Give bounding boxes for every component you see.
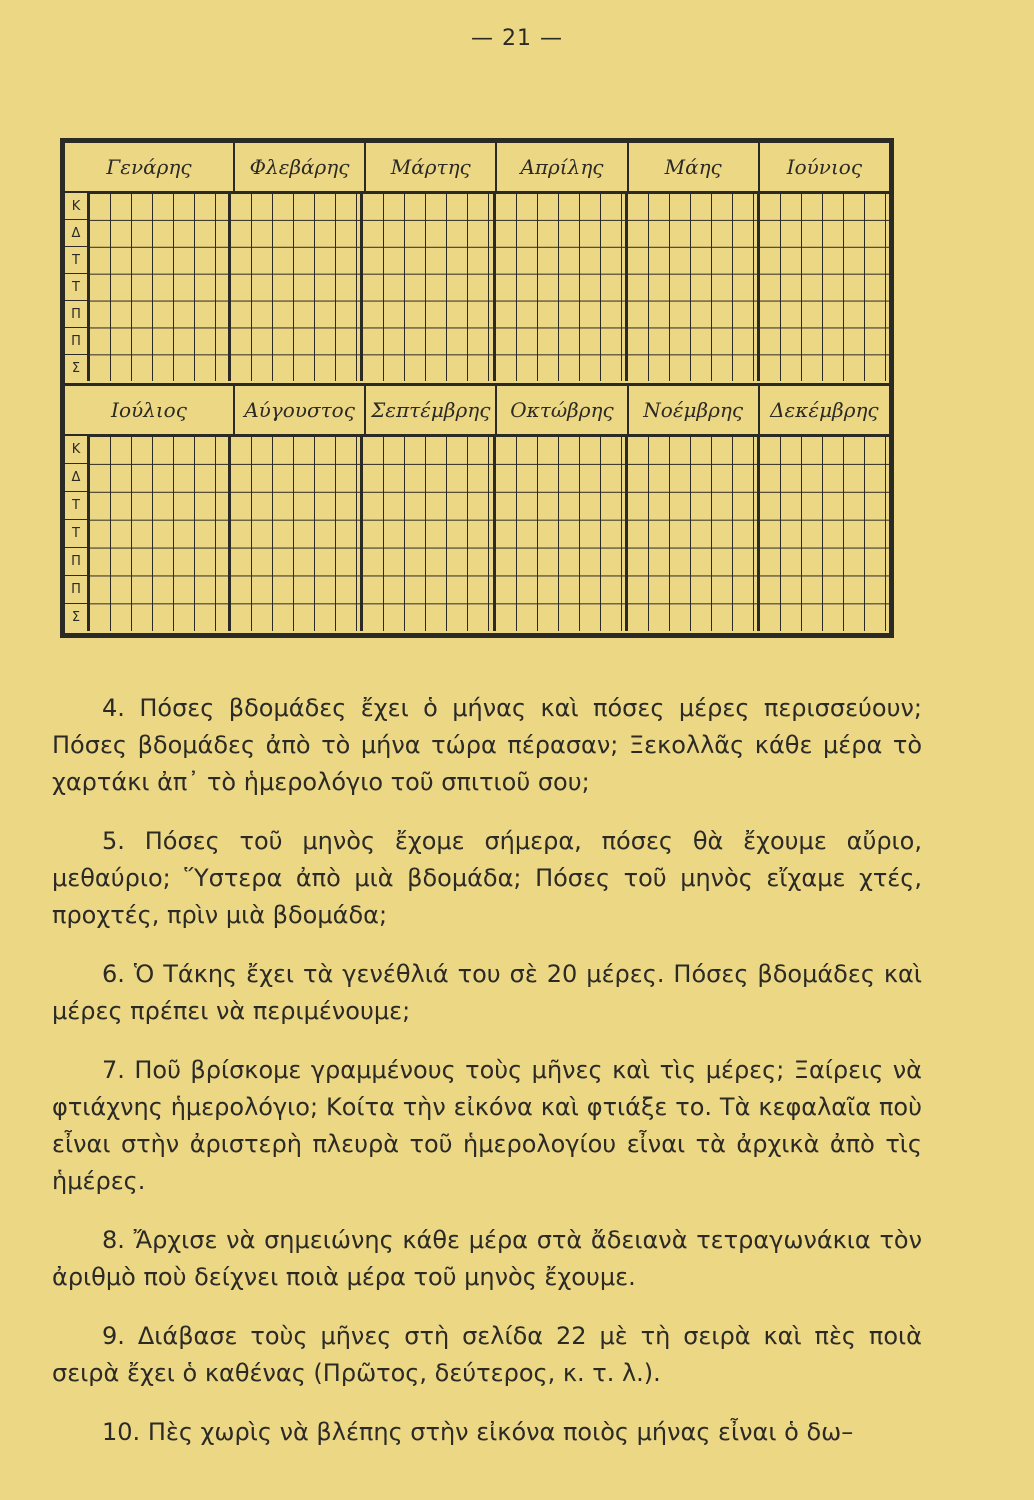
question-text: Διάβασε τοὺς μῆνες στὴ σελίδα 22 μὲ τὴ σειρὰ καὶ πὲς ποιὰ σειρὰ ἔχει ὁ καθένας (Πρῶτος, δεύτερος, κ. τ. λ.). bbox=[52, 1322, 922, 1387]
day-letter: Δ bbox=[65, 464, 87, 492]
month-label: Δεκέμβρης bbox=[770, 398, 879, 422]
month-header-row bbox=[65, 386, 889, 436]
month-day-grid bbox=[362, 193, 494, 381]
month-day-grid bbox=[759, 436, 889, 631]
month-header-row bbox=[65, 143, 889, 193]
day-letter: Τ bbox=[65, 274, 87, 301]
day-letter: Κ bbox=[65, 193, 87, 220]
day-letter: Δ bbox=[65, 220, 87, 247]
month-label: Μάης bbox=[629, 143, 760, 191]
month-label: Φλεβάρης bbox=[235, 143, 366, 191]
calendar-body bbox=[65, 436, 889, 631]
question-paragraph bbox=[52, 1052, 922, 1200]
month-label: Νοέμβρης bbox=[629, 386, 760, 434]
question-number: 9. bbox=[102, 1322, 125, 1350]
month-label: Αύγουστος bbox=[235, 386, 366, 434]
calendar-first-half bbox=[65, 143, 889, 383]
month-day-grid bbox=[362, 436, 494, 631]
day-letter: Σ bbox=[71, 360, 81, 376]
month-label: Γενάρης bbox=[65, 143, 235, 191]
question-paragraph bbox=[52, 1222, 922, 1296]
month-label: Απρίλης bbox=[497, 143, 628, 191]
question-paragraph bbox=[52, 690, 922, 801]
question-number: 10. bbox=[102, 1418, 141, 1446]
day-letters-column bbox=[65, 193, 89, 381]
day-letters-column bbox=[65, 436, 89, 631]
question-number: 8. bbox=[102, 1226, 125, 1254]
day-letter: Π bbox=[65, 548, 87, 576]
month-day-grid bbox=[230, 436, 362, 631]
month-label: Σεπτέμβρης bbox=[366, 386, 497, 434]
question-paragraph bbox=[52, 823, 922, 934]
day-letter: Π bbox=[65, 328, 87, 355]
calendar-grid bbox=[60, 138, 894, 638]
month-day-grid bbox=[89, 193, 230, 381]
question-text: Πόσες βδομάδες ἔχει ὁ μήνας καὶ πόσες μέρες περισσεύουν; Πόσες βδομάδες ἀπὸ τὸ μήνα τώρα πέρασαν; Ξεκολλᾶς κάθε μέρα τὸ χαρτάκι ἀπ᾽ τὸ ἡμερολόγιο τοῦ σπιτιοῦ σου; bbox=[52, 694, 922, 796]
month-day-grid bbox=[759, 193, 889, 381]
page-number: — 21 — bbox=[471, 26, 563, 51]
month-day-grid bbox=[627, 193, 759, 381]
day-letter: Π bbox=[65, 301, 87, 328]
day-letter: Τ bbox=[65, 520, 87, 548]
question-text: Πόσες τοῦ μηνὸς ἔχομε σήμερα, πόσες θὰ ἔχουμε αὔριο, μεθαύριο; Ὕστερα ἀπὸ μιὰ βδομάδα; Πόσες τοῦ μηνὸς εἴχαμε χτές, προχτές, πρὶν μιὰ βδομάδα; bbox=[52, 827, 922, 929]
month-label: Μάρτης bbox=[366, 143, 497, 191]
question-text: Ἄρχισε νὰ σημειώνης κάθε μέρα στὰ ἄδειανὰ τετραγωνάκια τὸν ἀριθμὸ ποὺ δείχνει ποιὰ μέρα τοῦ μηνὸς ἔχουμε. bbox=[52, 1226, 922, 1291]
calendar-body bbox=[65, 193, 889, 381]
month-label: Οκτώβρης bbox=[497, 386, 628, 434]
month-day-grid bbox=[230, 193, 362, 381]
question-paragraph bbox=[52, 956, 922, 1030]
month-day-grid bbox=[89, 436, 230, 631]
question-text: Πὲς χωρὶς νὰ βλέπης στὴν εἰκόνα ποιὸς μήνας εἶναι ὁ δω– bbox=[147, 1418, 854, 1446]
question-number: 4. bbox=[102, 694, 125, 722]
question-paragraph bbox=[52, 1414, 922, 1451]
calendar-second-half bbox=[65, 383, 889, 636]
day-letter: Τ bbox=[65, 492, 87, 520]
day-letter: Τ bbox=[65, 247, 87, 274]
question-number: 6. bbox=[102, 960, 125, 988]
question-number: 5. bbox=[102, 827, 125, 855]
question-number: 7. bbox=[102, 1056, 125, 1084]
month-day-grid bbox=[495, 193, 627, 381]
question-paragraph bbox=[52, 1318, 922, 1392]
month-label: Ιούλιος bbox=[65, 386, 235, 434]
month-day-grid bbox=[627, 436, 759, 631]
day-letter: Κ bbox=[65, 436, 87, 464]
question-text: Ποῦ βρίσκομε γραμμένους τοὺς μῆνες καὶ τὶς μέρες; Ξαίρεις νὰ φτιάχνης ἡμερολόγιο; Κοίτα τὴν εἰκόνα καὶ φτιάξε το. Τὰ κεφαλαῖα ποὺ εἶναι στὴν ἀριστερὴ πλευρὰ τοῦ ἡμερολογίου εἶναι τὰ ἀρχικὰ ἀπὸ τὶς ἡμέρες. bbox=[52, 1056, 922, 1195]
month-label: Ιούνιος bbox=[786, 155, 863, 179]
day-letter: Σ bbox=[71, 610, 81, 625]
month-day-grid bbox=[495, 436, 627, 631]
questions-text bbox=[52, 690, 922, 1473]
day-letter: Π bbox=[65, 576, 87, 604]
question-text: Ὁ Τάκης ἔχει τὰ γενέθλιά του σὲ 20 μέρες. Πόσες βδομάδες καὶ μέρες πρέπει νὰ περιμένουμε; bbox=[52, 960, 922, 1025]
